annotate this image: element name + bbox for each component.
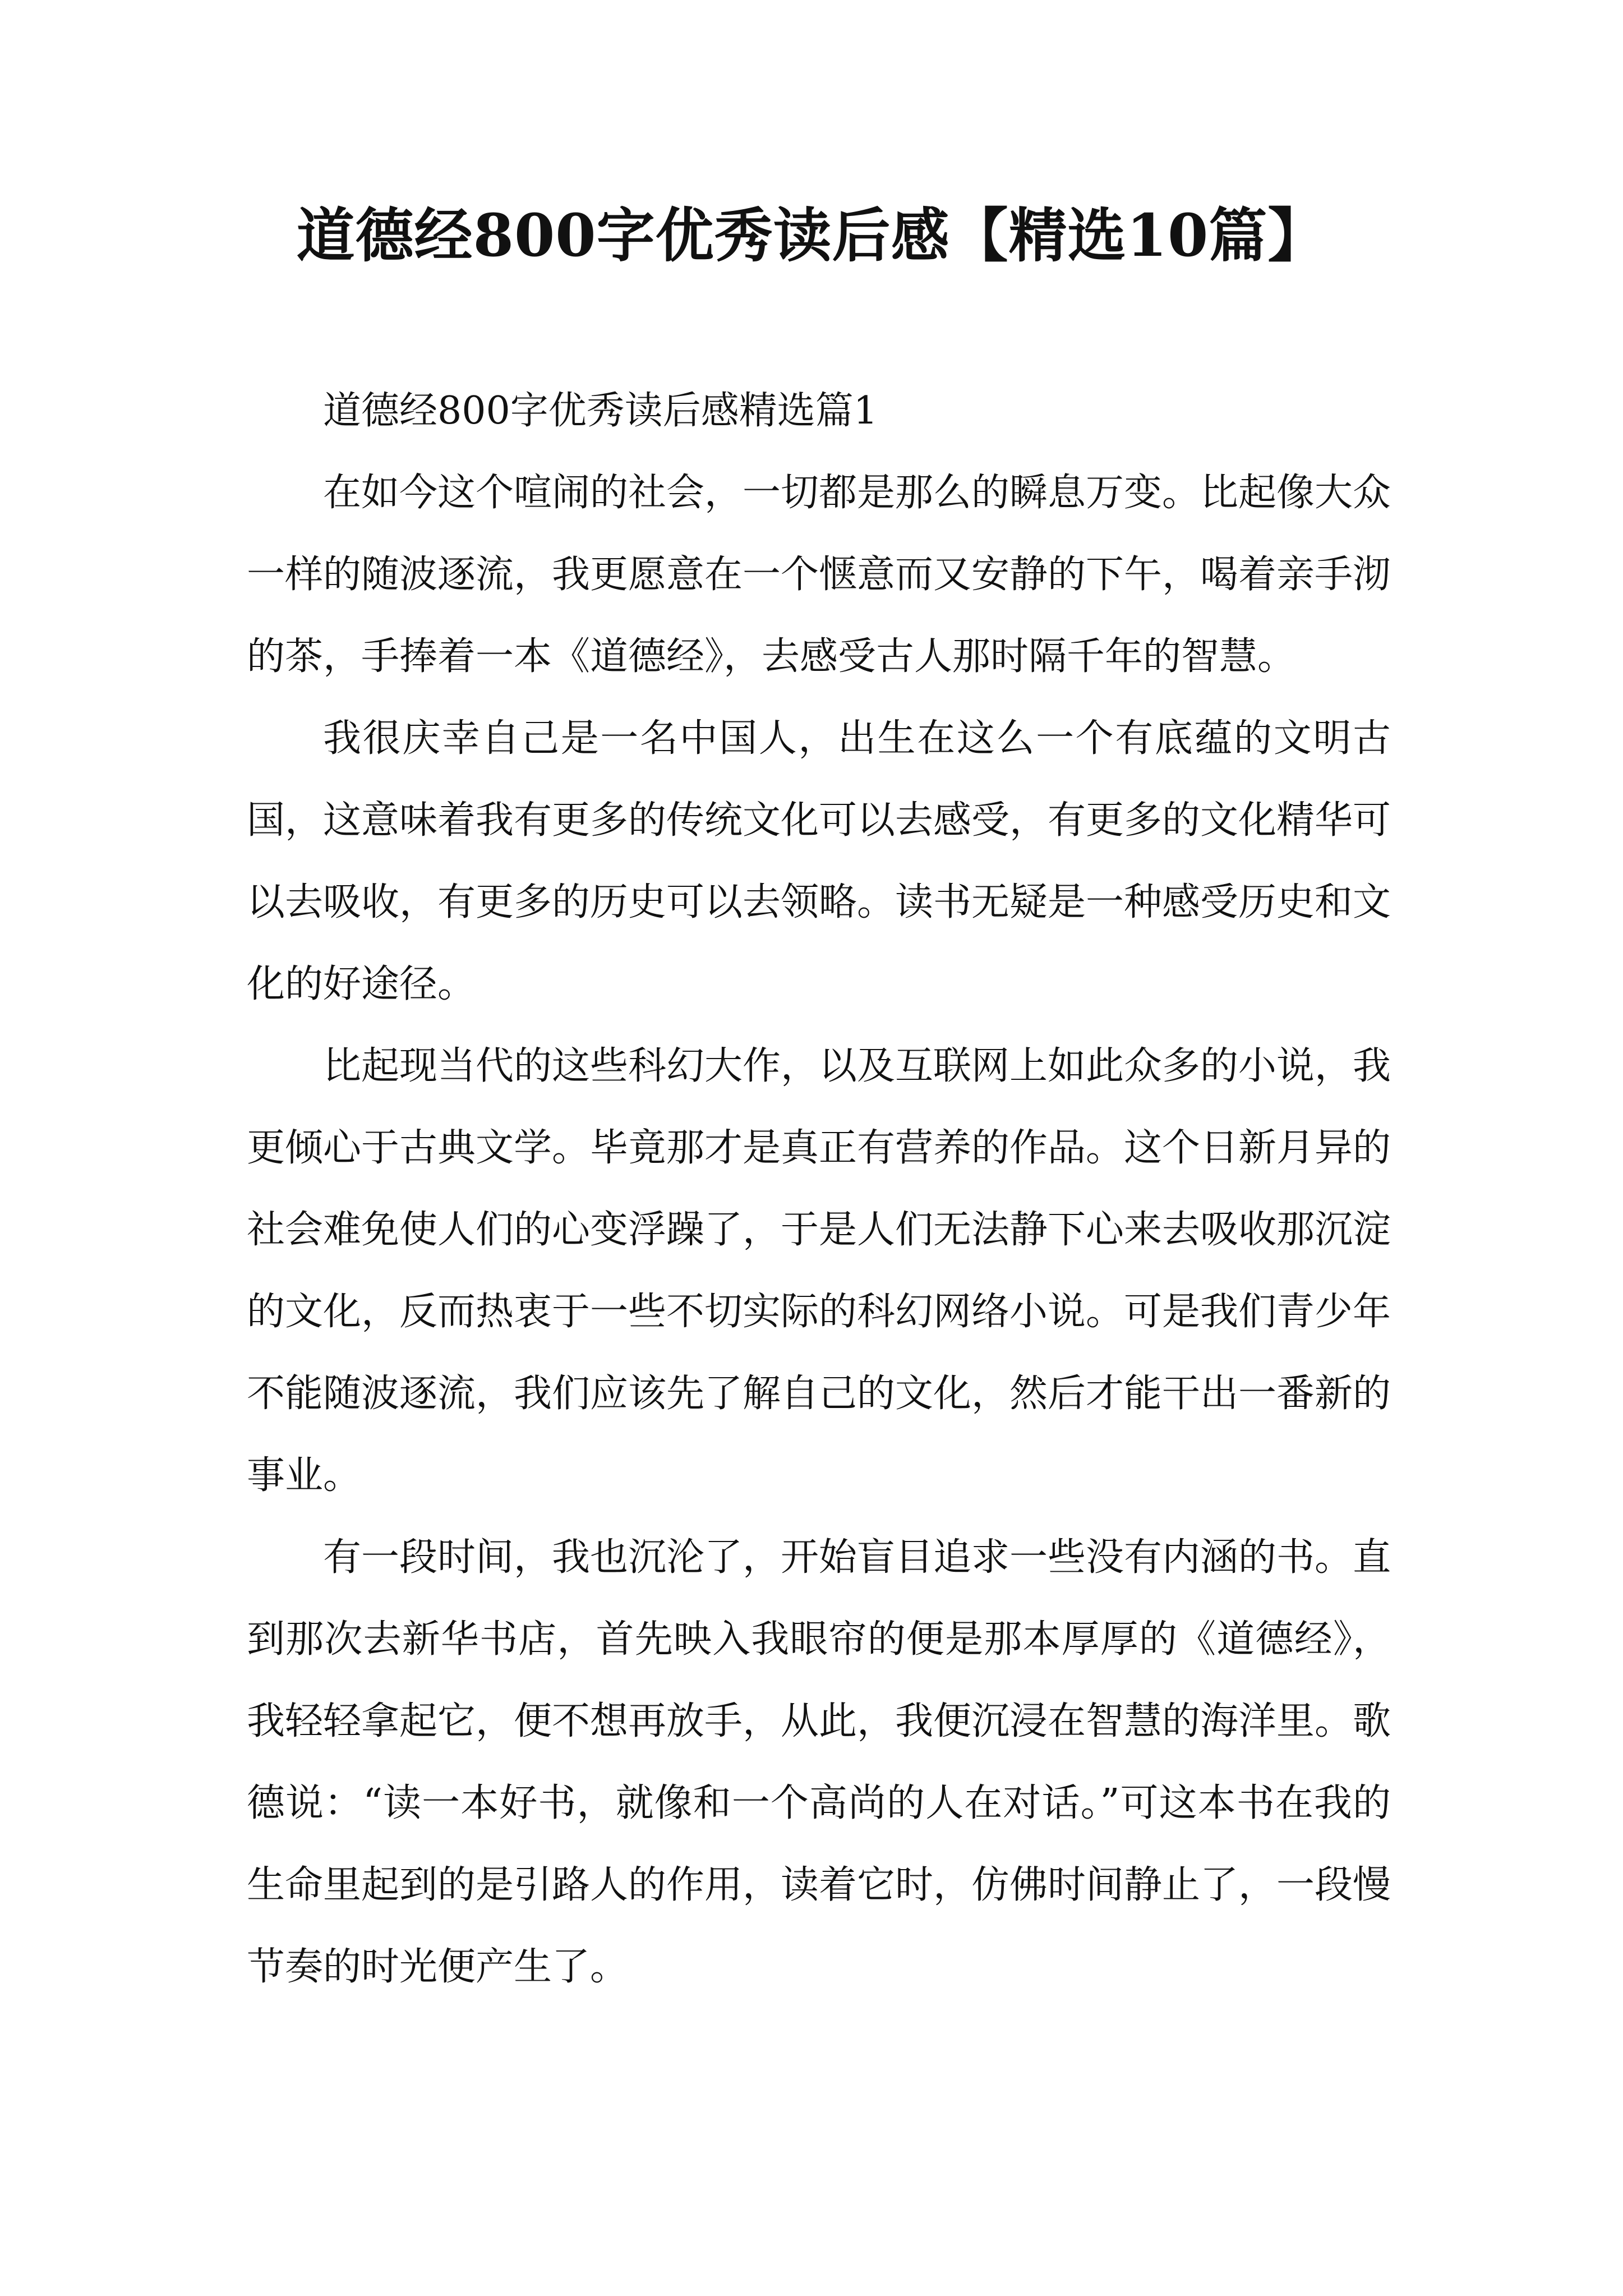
paragraph-2: 我很庆幸自己是一名中国人，出生在这么一个有底蕴的文明古国，这意味着我有更多的传统文化可以去感受，有更多的文化精华可以去吸收，有更多的历史可以去领略。读书无疑是一种感受历史和文化的好途径。 bbox=[247, 716, 1391, 1006]
paragraph-3: 比起现当代的这些科幻大作，以及互联网上如此众多的小说，我更倾心于古典文学。毕竟那才是真正有营养的作品。这个日新月异的社会难免使人们的心变浮躁了，于是人们无法静下心来去吸收那沉淀的文化，反而热衷于一些不切实际的科幻网络小说。可是我们青少年不能随波逐流，我们应该先了解自己的文化，然后才能干出一番新的事业。 bbox=[247, 1044, 1391, 1498]
paragraph-1: 在如今这个喧闹的社会，一切都是那么的瞬息万变。比起像大众一样的随波逐流，我更愿意在一个惬意而又安静的下午，喝着亲手沏的茶，手捧着一本《道德经》，去感受古人那时隔千年的智慧。 bbox=[247, 471, 1391, 679]
paragraph-4: 有一段时间，我也沉沦了，开始盲目追求一些没有内涵的书。直到那次去新华书店，首先映入我眼帘的便是那本厚厚的《道德经》，我轻轻拿起它，便不想再放手，从此，我便沉浸在智慧的海洋里。歌德说：“读一本好书，就像和一个高尚的人在对话。”可这本书在我的生命里起到的是引路人的作用，读着它时，仿佛时间静止了，一段慢节奏的时光便产生了。 bbox=[247, 1535, 1391, 1989]
section-heading: 道德经800字优秀读后感精选篇1 bbox=[323, 389, 878, 433]
document-body bbox=[247, 370, 1391, 2008]
document-title: 道德经800字优秀读后感【精选10篇】 bbox=[296, 201, 1327, 270]
